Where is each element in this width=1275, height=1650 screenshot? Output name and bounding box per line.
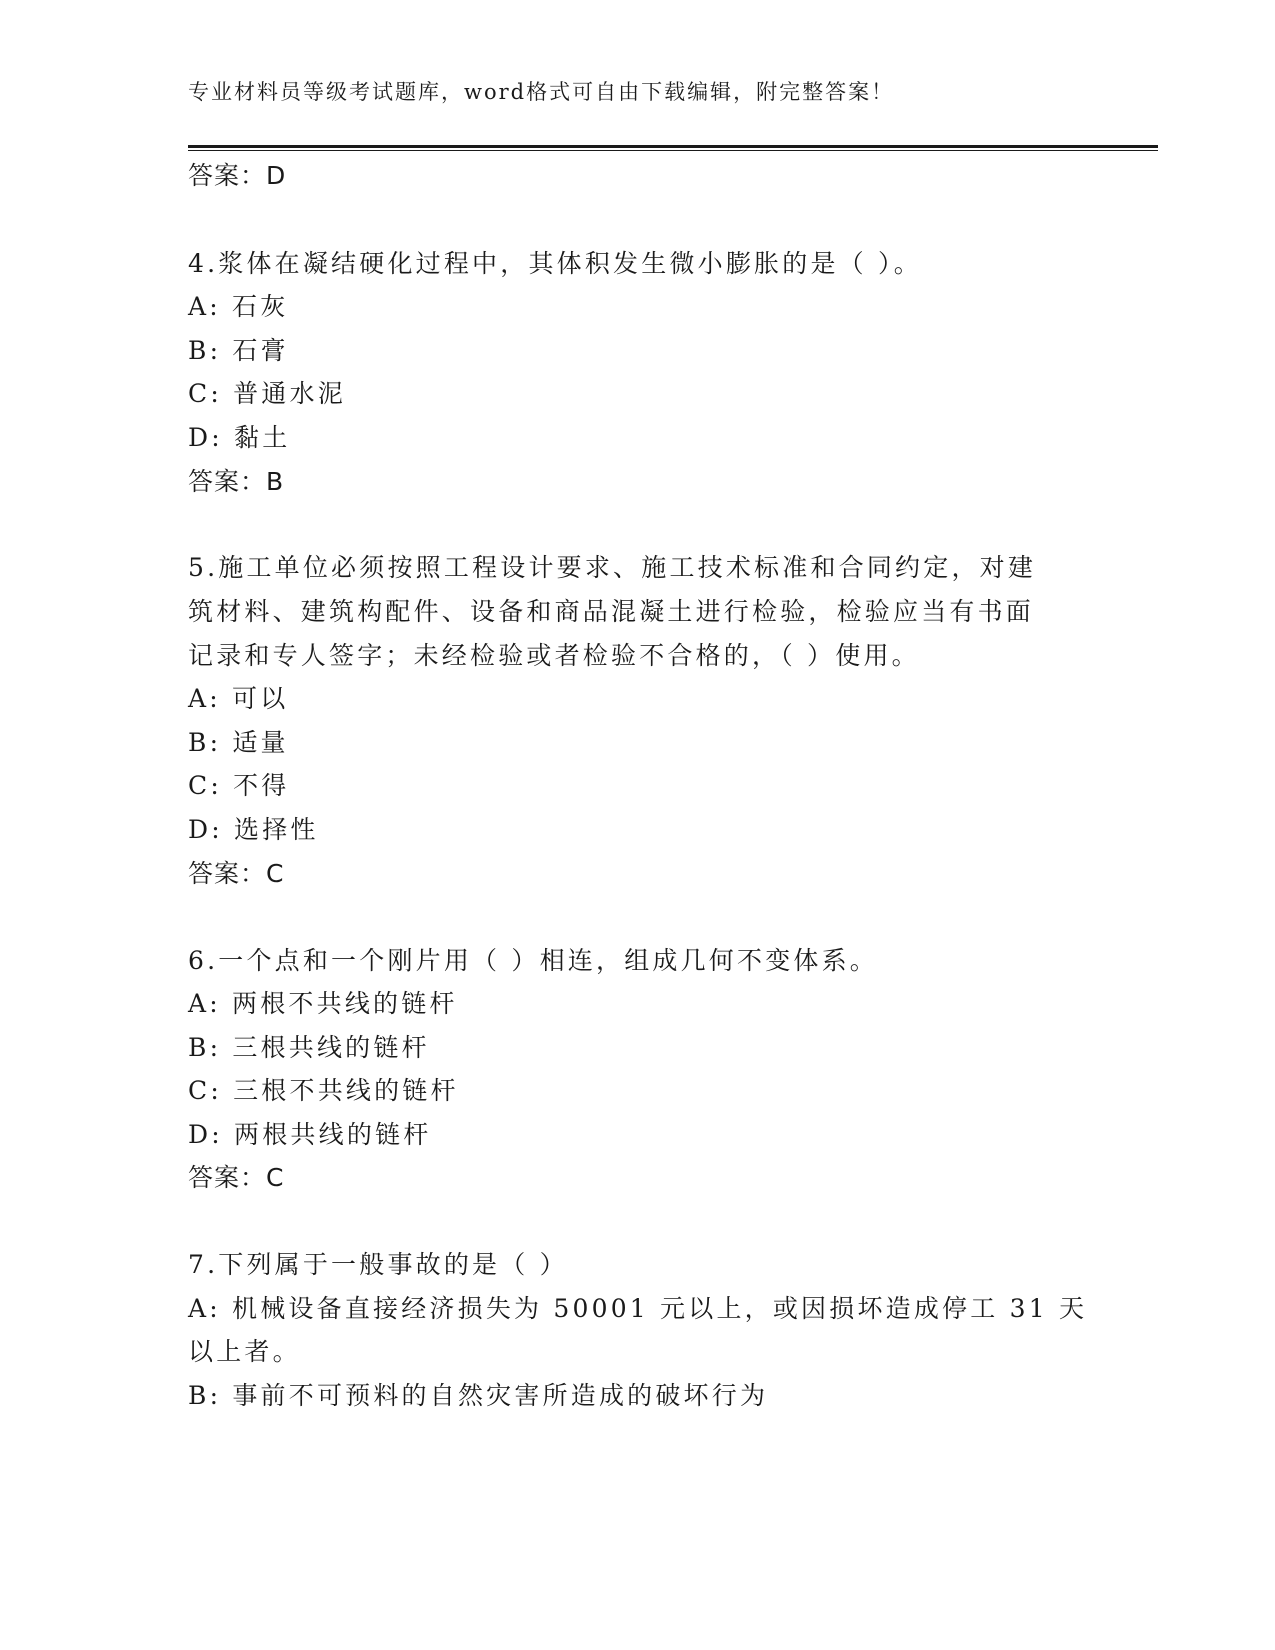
question-5-option-b: B: 适量 <box>188 728 289 757</box>
question-7-option-b: B: 事前不可预料的自然灾害所造成的破坏行为 <box>188 1381 769 1410</box>
question-5-option-a: A: 可以 <box>188 684 289 713</box>
question-4-option-b: B: 石膏 <box>188 336 289 365</box>
answer-q6: 答案：C <box>188 1163 285 1192</box>
question-5-option-d: D: 选择性 <box>188 815 319 844</box>
question-6-option-c: C: 三根不共线的链杆 <box>188 1076 459 1105</box>
question-7-option-a-line-1: A: 机械设备直接经济损失为 50001 元以上，或因损坏造成停工 31 天 <box>188 1294 1088 1323</box>
question-6-option-a: A: 两根不共线的链杆 <box>188 989 458 1018</box>
page-header: 专业材料员等级考试题库，word格式可自由下载编辑，附完整答案！ <box>188 80 895 104</box>
question-6-option-d: D: 两根共线的链杆 <box>188 1120 432 1149</box>
question-5-option-c: C: 不得 <box>188 771 290 800</box>
question-4-option-d: D: 黏土 <box>188 423 291 452</box>
question-7-option-a-line-2: 以上者。 <box>188 1337 301 1366</box>
answer-q3: 答案：D <box>188 161 287 190</box>
question-4-option-a: A: 石灰 <box>188 292 289 321</box>
answer-q5: 答案：C <box>188 859 285 888</box>
question-6-option-b: B: 三根共线的链杆 <box>188 1033 430 1062</box>
header-divider <box>188 145 1158 151</box>
question-5-stem-line-1: 5.施工单位必须按照工程设计要求、施工技术标准和合同约定，对建 <box>188 553 1037 582</box>
question-5-stem-line-3: 记录和专人签字；未经检验或者检验不合格的，（ ）使用。 <box>188 641 920 670</box>
answer-q4: 答案：B <box>188 467 285 496</box>
question-4-stem: 4.浆体在凝结硬化过程中，其体积发生微小膨胀的是（ ）。 <box>188 249 922 278</box>
question-6-stem: 6.一个点和一个刚片用（ ）相连，组成几何不变体系。 <box>188 946 879 975</box>
question-4-option-c: C: 普通水泥 <box>188 379 346 408</box>
question-5-stem-line-2: 筑材料、建筑构配件、设备和商品混凝土进行检验，检验应当有书面 <box>188 597 1035 626</box>
question-7-stem: 7.下列属于一般事故的是（ ） <box>188 1250 568 1279</box>
